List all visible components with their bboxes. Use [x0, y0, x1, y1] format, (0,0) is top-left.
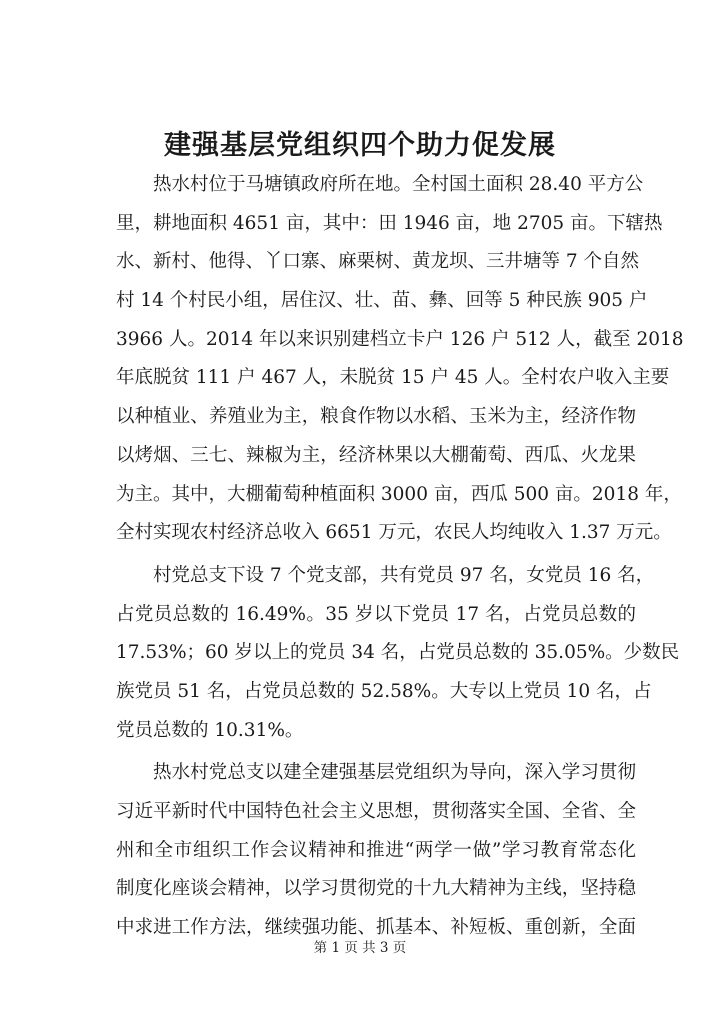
- text-line: 习近平新时代中国特色社会主义思想，贯彻落实全国、全省、全: [116, 801, 636, 822]
- text-line: 为主。其中，大棚葡萄种植面积 3000 亩，西瓜 500 亩。2018 年，: [116, 483, 682, 505]
- document-body: [116, 166, 684, 948]
- text-line: 村 14 个村民小组，居住汉、壮、苗、彝、回等 5 种民族 905 户: [116, 290, 648, 312]
- text-line: 里，耕地面积 4651 亩，其中：田 1946 亩，地 2705 亩。下辖热: [116, 212, 663, 234]
- paragraph: [116, 557, 680, 750]
- text-line: 村党总支下设 7 个党支部，共有党员 97 名，女党员 16 名，: [153, 564, 655, 586]
- text-line: 占党员总数的 16.49%。35 岁以下党员 17 名，占党员总数的: [116, 603, 636, 625]
- text-line: 族党员 51 名，占党员总数的 52.58%。大专以上党员 10 名，占: [116, 680, 652, 702]
- document-title: 建强基层党组织四个助力促发展: [164, 130, 556, 161]
- text-line: 热水村党总支以建全建强基层党组织为导向，深入学习贯彻: [153, 762, 636, 784]
- text-line: 州和全市组织工作会议精神和推进“两学一做”学习教育常态化: [116, 839, 636, 861]
- text-line: 年底脱贫 111 户 467 人，未脱贫 15 户 45 人。全村农户收入主要: [116, 367, 670, 389]
- text-line: 中求进工作方法，继续强功能、抓基本、补短板、重创新，全面: [116, 917, 636, 939]
- text-line: 以种植业、养殖业为主，粮食作物以水稻、玉米为主，经济作物: [116, 406, 636, 428]
- text-line: 热水村位于马塘镇政府所在地。全村国土面积 28.40 平方公: [153, 174, 644, 195]
- text-line: 制度化座谈会精神，以学习贯彻党的十九大精神为主线，坚持稳: [116, 878, 636, 900]
- text-line: 党员总数的 10.31%。: [116, 719, 304, 741]
- paragraph: [116, 754, 636, 947]
- page-number-footer: 第 1 页 共 3 页: [313, 940, 407, 956]
- text-line: 3966 人。2014 年以来识别建档立卡户 126 户 512 人，截至 2018: [116, 328, 684, 350]
- text-line: 以烤烟、三七、辣椒为主，经济林果以大棚葡萄、西瓜、火龙果: [116, 444, 636, 466]
- text-line: 17.53%；60 岁以上的党员 34 名，占党员总数的 35.05%。少数民: [116, 642, 680, 664]
- paragraph: [116, 166, 684, 553]
- text-line: 全村实现农村经济总收入 6651 万元，农民人均纯收入 1.37 万元。: [116, 522, 672, 544]
- text-line: 水、新村、他得、丫口寨、麻栗树、黄龙坝、三井塘等 7 个自然: [116, 251, 640, 273]
